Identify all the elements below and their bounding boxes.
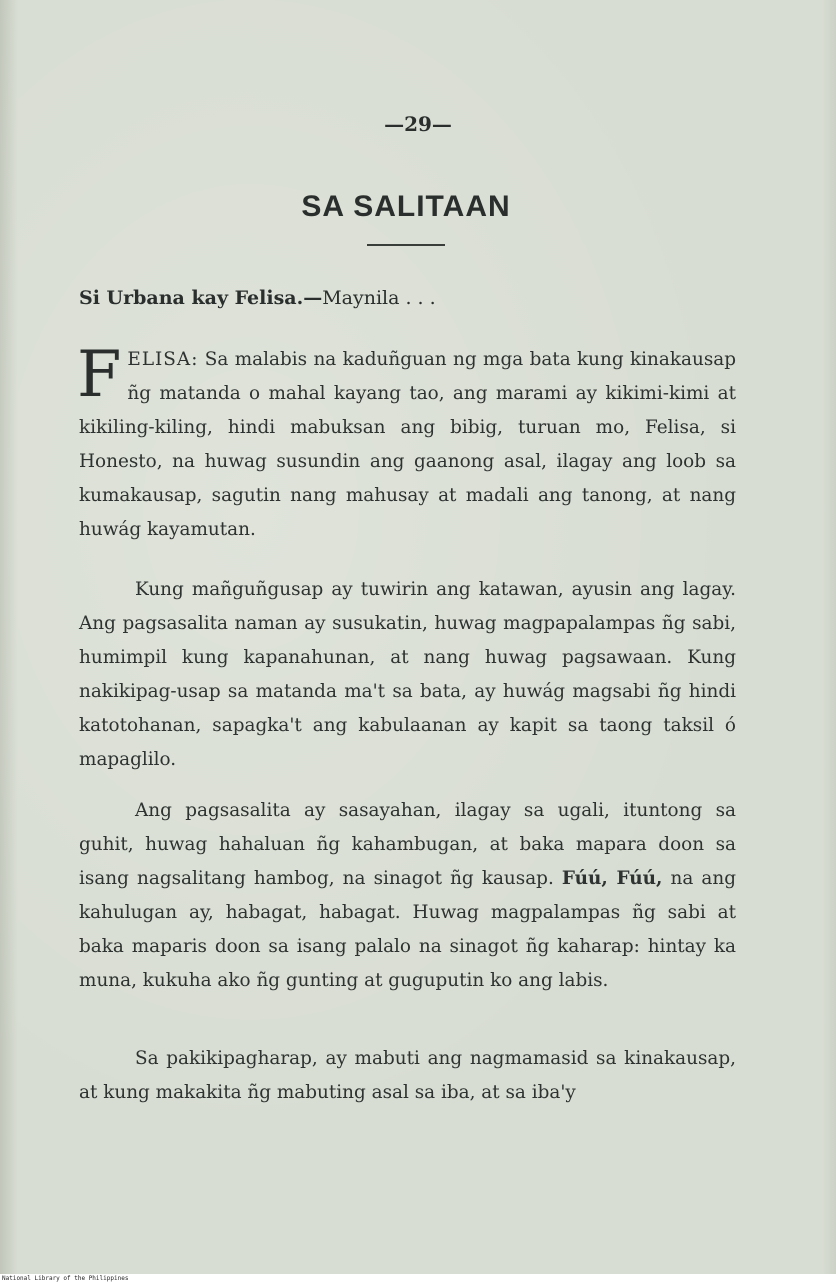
paragraph-1 xyxy=(77,338,736,547)
library-credit: National Library of the Philippines xyxy=(2,1275,129,1282)
paragraph-3-bold: Fúú, Fúú, xyxy=(561,868,663,889)
drop-cap: F xyxy=(77,338,122,412)
paragraph-3 xyxy=(79,794,736,998)
paragraph-1-text: Sa malabis na kaduñguan ng mga bata kung kinakausap ñg matanda o mahal kayang tao, ang marami ay kikimi-kimi at kikiling-kiling, hindi mabuksan ang bibig, turuan mo, Felisa, si Honesto, na huwag susundin ang gaanong asal, ilagay ang loob sa kumakausap, sagutin nang mahusay at madali ang tanong, at nang huwág kayamutan. xyxy=(79,349,736,540)
letter-sender: Si Urbana kay Felisa. xyxy=(79,287,304,309)
section-title: SA SALITAAN xyxy=(301,190,511,223)
paragraph-1-lead: ELISA: xyxy=(127,349,199,370)
letter-dash: — xyxy=(303,287,323,309)
page-number: —29— xyxy=(384,112,452,136)
paragraph-2: Kung mañguñgusap ay tuwirin ang katawan, ayusin ang lagay. Ang pagsasalita naman ay susukatin, huwag magpapalampas ñg sabi, humimpil kung kapanahunan, at nang huwag pagsawaan. Kung nakikipag-usap sa matanda ma't sa bata, ay huwág magsabi ñg hindi katotohanan, sapagka't ang kabulaanan ay kapit sa taong taksil ó mapaglilo. xyxy=(79,579,736,770)
paragraph-4: Sa pakikipagharap, ay mabuti ang nagmamasid sa kinakausap, at kung makakita ñg mabuting asal sa iba, at sa iba'y xyxy=(79,1048,736,1103)
paragraph-3-text-b: na ang kahulugan ay, habagat, habagat. Huwag magpalampas ñg sabi at baka maparis doon sa isang palalo na sinagot ñg kaharap: hintay ka muna, kukuha ako ñg gunting at guguputin ko ang labis. xyxy=(79,868,736,991)
letter-header xyxy=(79,287,436,309)
title-rule xyxy=(367,244,445,246)
letter-place: Maynila . . . xyxy=(322,287,436,309)
paragraph-3-text-a: Ang pagsasalita ay sasayahan, ilagay sa ugali, ituntong sa guhit, huwag hahaluan ñg kahambugan, at baka mapara doon sa isang nagsalitang hambog, na sinagot ñg kausap. xyxy=(79,800,736,889)
